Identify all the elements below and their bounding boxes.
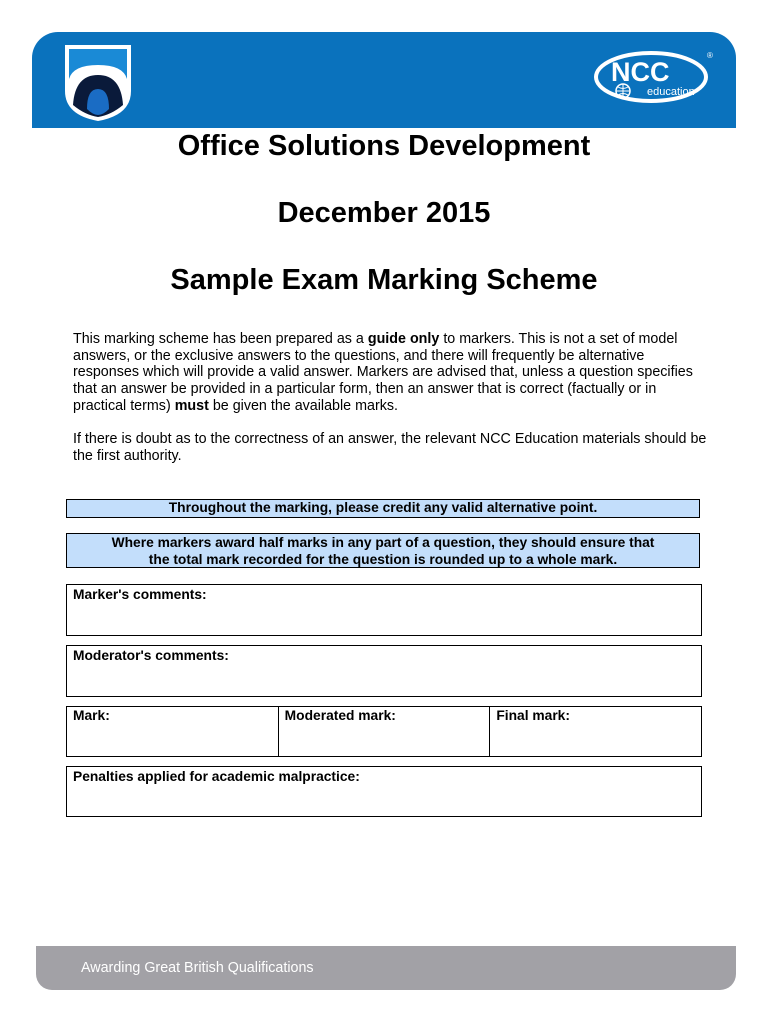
moderated-mark-cell[interactable]: Moderated mark: bbox=[278, 707, 490, 756]
note-valid-alternative: Throughout the marking, please credit any valid alternative point. bbox=[66, 499, 700, 518]
markers-comments-label: Marker's comments: bbox=[73, 587, 207, 602]
logo-main: NCC bbox=[611, 57, 670, 87]
moderators-comments-box[interactable] bbox=[66, 645, 702, 697]
footer-tagline: Awarding Great British Qualifications bbox=[81, 960, 314, 976]
intro-text bbox=[73, 331, 713, 465]
course-title: Office Solutions Development bbox=[177, 130, 591, 162]
exam-date: December 2015 bbox=[277, 197, 491, 229]
document-title: Sample Exam Marking Scheme bbox=[170, 264, 598, 296]
university-crest-icon bbox=[65, 45, 131, 121]
intro-paragraph-1: This marking scheme has been prepared as a guide only to markers. This is not a set of model answers, or the exclusive answers to the questions, and there will frequently be alternative responses which will provide a valid answer. Markers are advised that, unless a question specifies that an answer be provided in a particular form, then an answer that is correct (factually or in practical terms) must be given the available marks. bbox=[73, 331, 693, 414]
marks-row bbox=[66, 706, 702, 757]
logo-sub: education bbox=[647, 86, 695, 98]
penalties-label: Penalties applied for academic malpractice: bbox=[73, 769, 360, 784]
intro-paragraph-2: If there is doubt as to the correctness of an answer, the relevant NCC Education materials should be the first authority. bbox=[73, 431, 707, 464]
markers-comments-box[interactable] bbox=[66, 584, 702, 636]
moderators-comments-label: Moderator's comments: bbox=[73, 648, 229, 663]
header-band bbox=[32, 32, 736, 128]
penalties-box[interactable] bbox=[66, 766, 702, 817]
registered-mark: ® bbox=[707, 51, 713, 60]
footer-band bbox=[36, 946, 736, 990]
final-mark-cell[interactable]: Final mark: bbox=[489, 707, 701, 756]
note-half-marks: Where markers award half marks in any part of a question, they should ensure that the total mark recorded for the question is rounded up to a whole mark. bbox=[66, 533, 700, 568]
mark-cell[interactable]: Mark: bbox=[73, 708, 110, 723]
ncc-education-logo bbox=[593, 44, 719, 110]
